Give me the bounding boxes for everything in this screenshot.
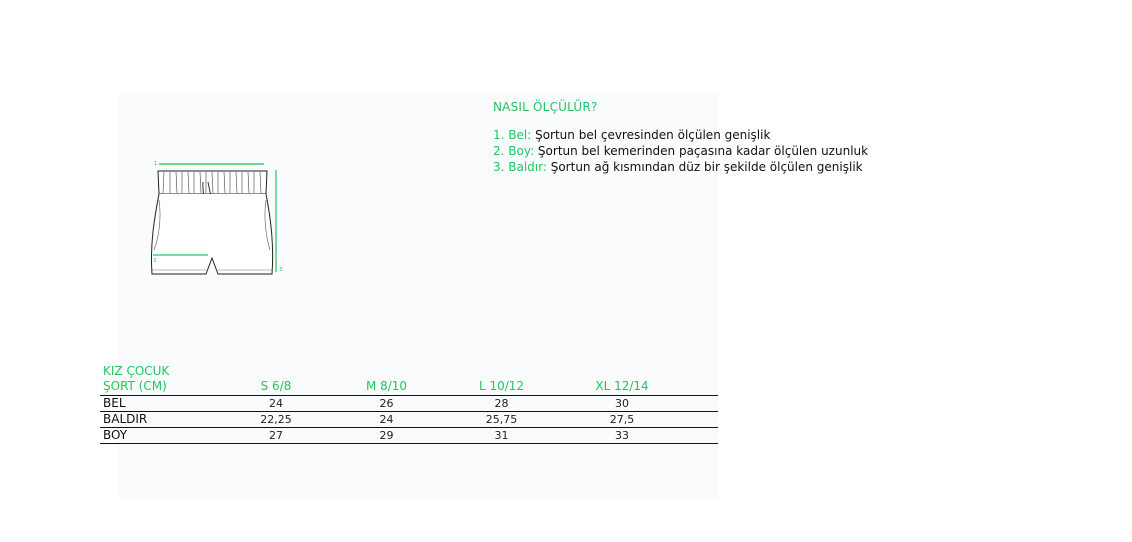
table-cell: 33	[615, 429, 629, 442]
table-title	[100, 364, 218, 396]
label-thigh: 3.	[153, 258, 158, 264]
table-cell: 27,5	[609, 413, 635, 426]
table-cell-spacer	[680, 428, 718, 444]
size-table	[100, 364, 718, 444]
shorts-diagram-icon	[140, 150, 300, 285]
column-header: S 6/8	[260, 379, 292, 393]
table-cell: 24	[269, 397, 283, 410]
table-row	[100, 396, 718, 412]
measure-item-thigh	[493, 159, 868, 175]
measure-item-length	[493, 143, 868, 159]
table-cell: 31	[494, 429, 509, 442]
measure-text: Şortun ağ kısmından düz bir şekilde ölçülen genişlik	[546, 160, 863, 174]
measure-item-waist	[493, 127, 868, 143]
column-header: XL 12/14	[595, 379, 649, 393]
column-header: M 8/10	[365, 379, 408, 393]
size-table-header	[100, 364, 718, 396]
measure-text: Şortun bel çevresinden ölçülen genişlik	[531, 128, 771, 142]
table-cell: 28	[494, 397, 509, 410]
column-header: L 10/12	[478, 379, 525, 393]
measure-list	[493, 127, 868, 175]
column-spacer	[680, 364, 718, 396]
measure-heading: NASIL ÖLÇÜLÜR?	[493, 100, 598, 114]
table-cell-spacer	[680, 412, 718, 428]
measure-key: 1. Bel:	[493, 128, 532, 142]
row-label: BEL	[103, 396, 126, 410]
table-title-line2: ŞORT (CM)	[103, 379, 167, 393]
row-label: BALDIR	[103, 412, 148, 426]
row-label: BOY	[103, 428, 128, 442]
table-row	[100, 428, 718, 444]
label-length: 3.	[279, 267, 284, 273]
table-cell: 26	[379, 397, 394, 410]
table-cell: 24	[379, 413, 394, 426]
label-waist: 1.	[154, 161, 159, 167]
table-cell: 27	[269, 429, 283, 442]
table-cell-spacer	[680, 396, 718, 412]
table-row	[100, 412, 718, 428]
table-cell: 25,75	[485, 413, 518, 426]
table-title-line1: KIZ ÇOCUK	[103, 364, 170, 378]
table-cell: 30	[615, 397, 629, 410]
table-cell: 29	[379, 429, 394, 442]
table-cell: 22,25	[260, 413, 292, 426]
measure-key: 3. Baldır:	[493, 160, 547, 174]
measure-text: Şortun bel kemerinden paçasına kadar ölçülen uzunluk	[534, 144, 869, 158]
measure-key: 2. Boy:	[493, 144, 535, 158]
